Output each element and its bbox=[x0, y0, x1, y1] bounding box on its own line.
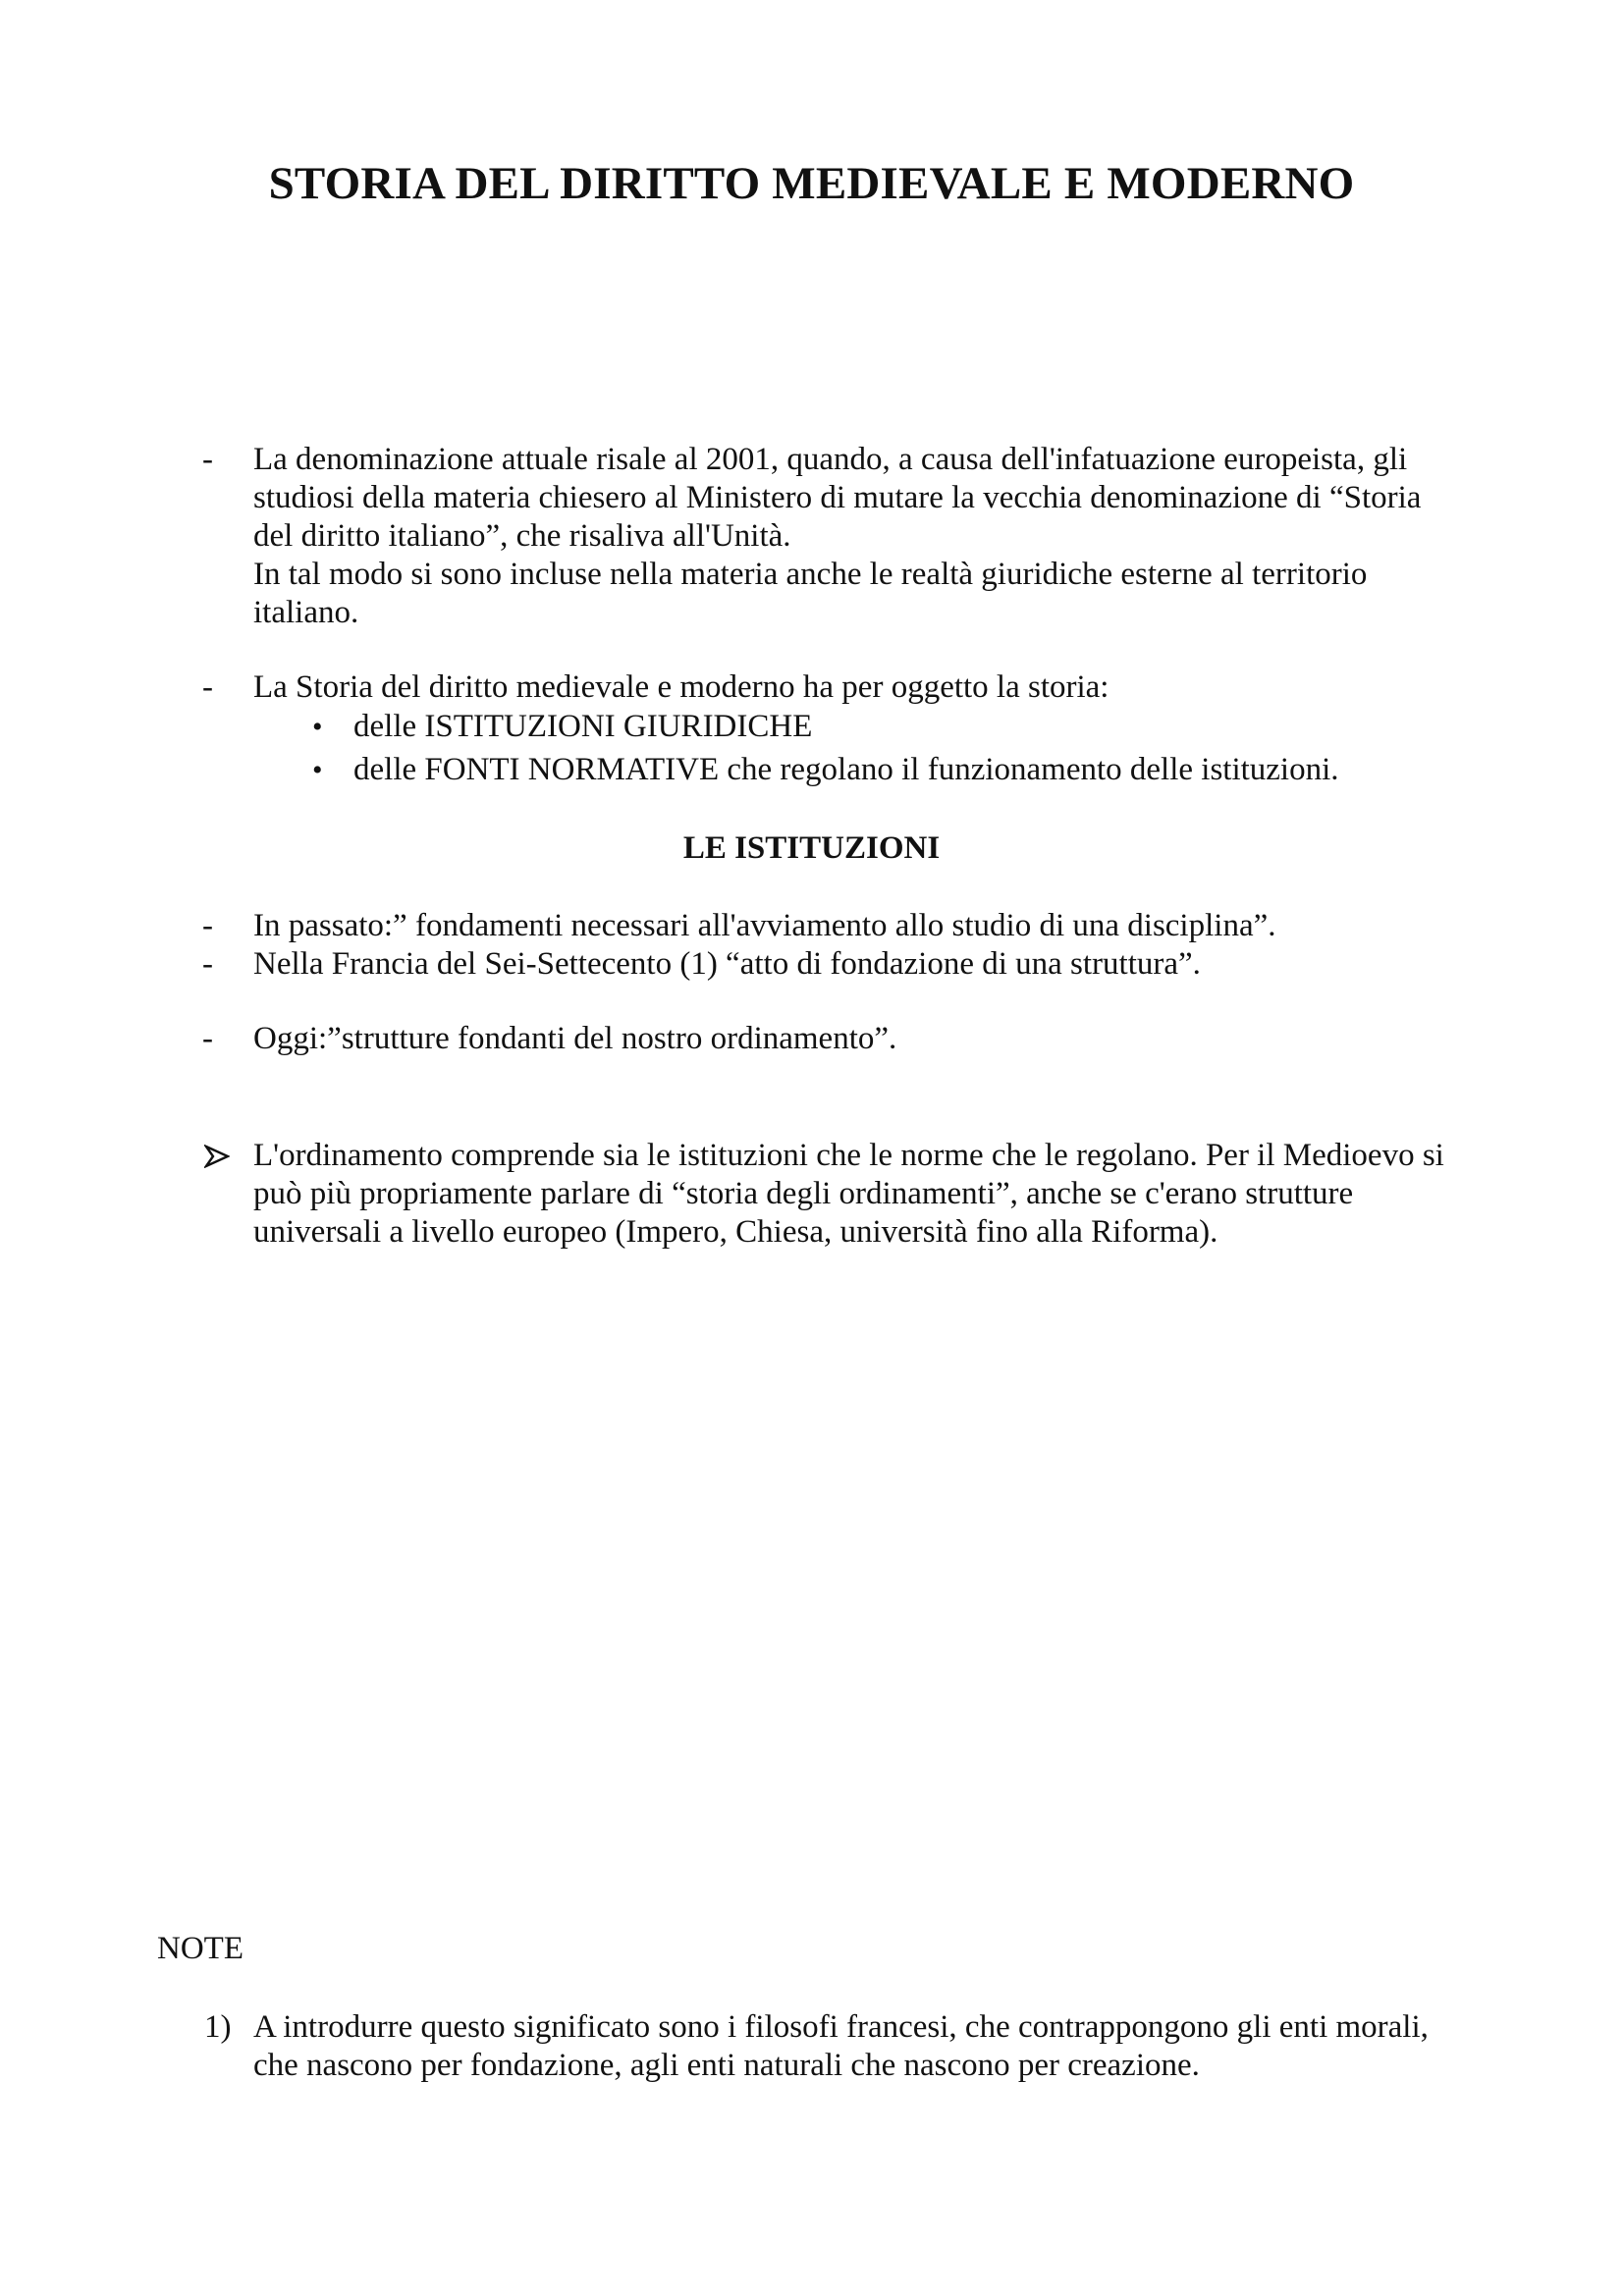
note-number: 1) bbox=[204, 2009, 232, 2045]
text-line: L'ordinamento comprende sia le istituzioni che le norme che le regolano. Per il Medioevo si bbox=[253, 1138, 1444, 1173]
text-line: A introdurre questo significato sono i filosofi francesi, che contrappongono gli enti morali, bbox=[253, 2009, 1429, 2045]
definition-text bbox=[253, 945, 1481, 984]
list-item-oggetto bbox=[202, 668, 1479, 708]
definition-item bbox=[202, 1020, 1479, 1059]
dash-marker: - bbox=[202, 442, 213, 477]
arrow-item-text bbox=[253, 1137, 1481, 1252]
arrow-list-item bbox=[204, 1137, 1481, 1259]
page-title: STORIA DEL DIRITTO MEDIEVALE E MODERNO bbox=[268, 158, 1355, 209]
notes-heading: NOTE bbox=[157, 1931, 243, 1966]
definition-item bbox=[202, 907, 1479, 946]
text-line: che nascono per fondazione, agli enti naturali che nascono per creazione. bbox=[253, 2048, 1200, 2083]
dash-marker: - bbox=[202, 669, 213, 705]
text-line: del diritto italiano”, che risaliva all'Unità. bbox=[253, 518, 791, 554]
text-line: In passato:” fondamenti necessari all'avviamento allo studio di una disciplina”. bbox=[253, 908, 1276, 943]
text-line: In tal modo si sono incluse nella materia anche le realtà giuridiche esterne al territorio bbox=[253, 557, 1368, 592]
definition-item bbox=[202, 945, 1479, 985]
dash-marker: - bbox=[202, 946, 213, 982]
text-line: universali a livello europeo (Impero, Chiesa, università fino alla Riforma). bbox=[253, 1214, 1218, 1250]
list-item-text bbox=[253, 668, 1481, 707]
text-line: può più propriamente parlare di “storia degli ordinamenti”, anche se c'erano strutture bbox=[253, 1176, 1354, 1211]
bullet-marker: • bbox=[312, 754, 323, 786]
section-heading: LE ISTITUZIONI bbox=[682, 830, 941, 866]
text-line: La denominazione attuale risale al 2001, quando, a causa dell'infatuazione europeista, gli bbox=[253, 442, 1408, 477]
list-item-denominazione bbox=[202, 441, 1479, 637]
text-line: La Storia del diritto medievale e moderno ha per oggetto la storia: bbox=[253, 669, 1109, 705]
bullet-item bbox=[312, 751, 1532, 790]
list-item-text bbox=[253, 441, 1481, 632]
dash-marker: - bbox=[202, 908, 213, 943]
bullet-item bbox=[312, 708, 1532, 747]
note-text bbox=[253, 2008, 1481, 2085]
bullet-marker: • bbox=[312, 711, 323, 743]
text-line: italiano. bbox=[253, 595, 359, 630]
dash-marker: - bbox=[202, 1021, 213, 1056]
definition-text bbox=[253, 907, 1481, 945]
note-item bbox=[204, 2008, 1481, 2087]
text-line: Nella Francia del Sei-Settecento (1) “atto di fondazione di una struttura”. bbox=[253, 946, 1201, 982]
bullet-text: delle ISTITUZIONI GIURIDICHE bbox=[353, 709, 813, 744]
arrow-bullet-icon bbox=[204, 1145, 230, 1168]
text-line: studiosi della materia chiesero al Ministero di mutare la vecchia denominazione di “Storia bbox=[253, 480, 1422, 515]
definition-text bbox=[253, 1020, 1481, 1058]
text-line: Oggi:”strutture fondanti del nostro ordinamento”. bbox=[253, 1021, 897, 1056]
bullet-text: delle FONTI NORMATIVE che regolano il funzionamento delle istituzioni. bbox=[353, 752, 1339, 787]
